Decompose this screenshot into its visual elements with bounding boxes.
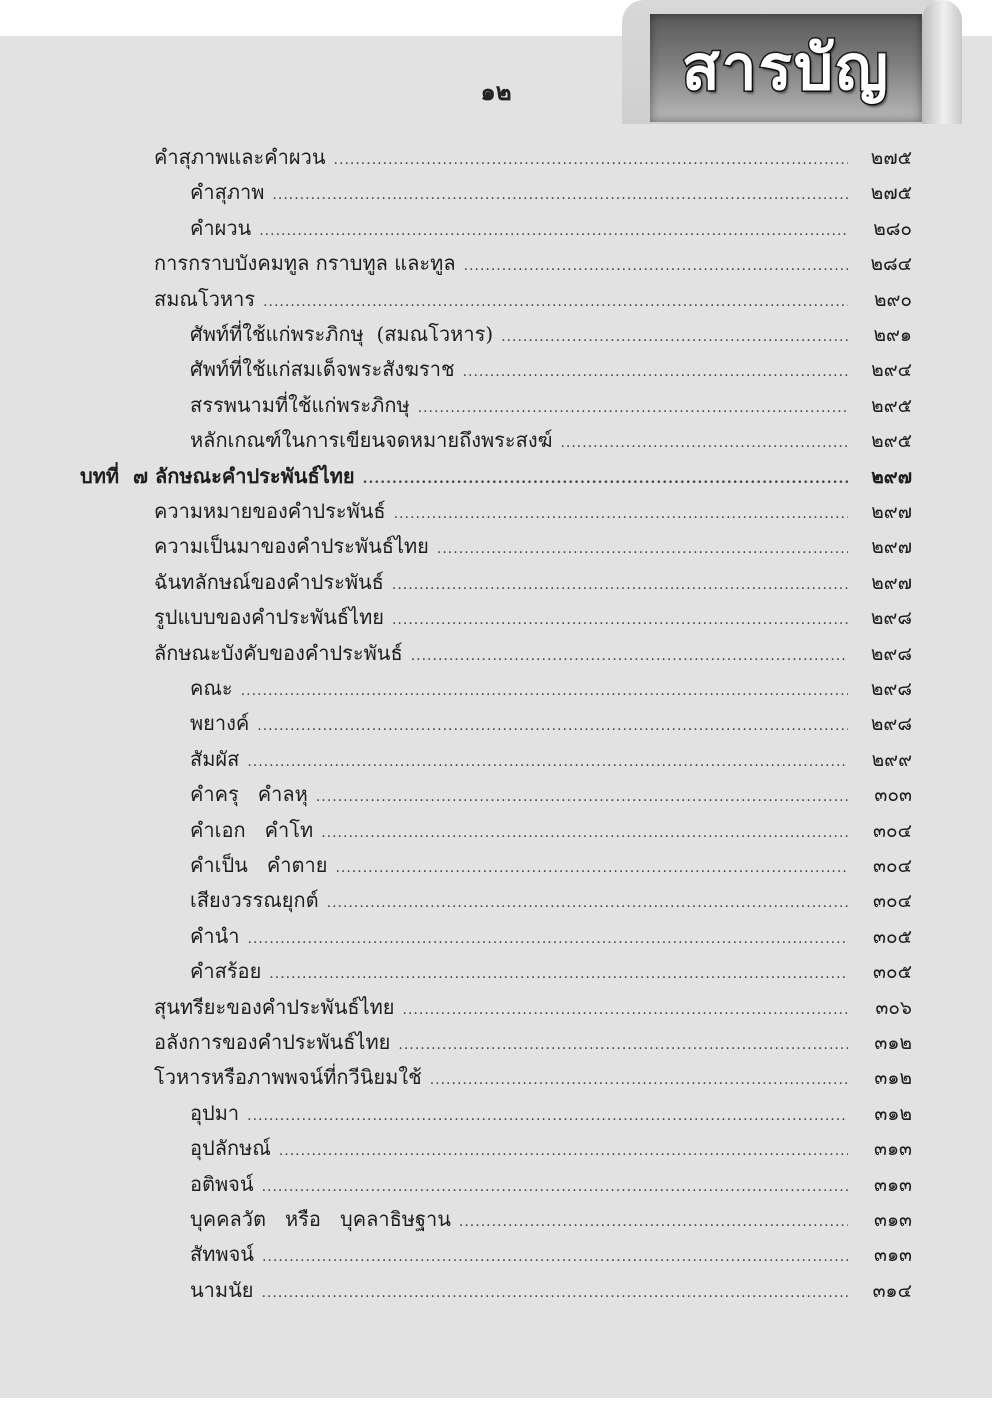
toc-entry-label: ความหมายของคำประพันธ์	[154, 499, 386, 523]
toc-dot-leader	[261, 1276, 848, 1311]
toc-dot-leader	[363, 462, 848, 497]
tab-scroll-curl	[922, 0, 962, 124]
toc-page-number: ๒๙๗	[871, 536, 912, 559]
toc-entry-row[interactable]	[190, 352, 912, 387]
toc-page-number: ๒๙๘	[870, 607, 912, 630]
toc-entry-label: หลักเกณฑ์ในการเขียนจดหมายถึงพระสงฆ์	[190, 428, 553, 453]
toc-dot-leader	[259, 214, 848, 249]
toc-page-number: ๒๙๘	[870, 642, 912, 665]
toc-page-number: ๒๘๔	[870, 253, 912, 276]
toc-dot-leader	[279, 1134, 848, 1169]
toc-entry-row[interactable]	[154, 990, 912, 1025]
toc-entry-label: คำสุภาพ	[190, 180, 265, 205]
toc-entry-row[interactable]	[154, 1025, 912, 1060]
toc-entry-row[interactable]	[190, 919, 912, 954]
toc-entry-label: การกราบบังคมทูล กราบทูล และทูล	[154, 251, 456, 276]
toc-page-number: ๒๗๕	[870, 182, 912, 205]
toc-dot-leader	[257, 709, 848, 744]
toc-dot-leader	[327, 886, 848, 921]
toc-entry-label: อุปมา	[190, 1100, 240, 1125]
toc-entry-row[interactable]	[154, 1060, 912, 1095]
toc-entry-label: คำนำ	[190, 923, 240, 948]
toc-entry-label: ศัพท์ที่ใช้แก่สมเด็จพระสังฆราช	[190, 357, 455, 382]
toc-dot-leader	[418, 391, 848, 426]
toc-entry-label: สัทพจน์	[190, 1242, 254, 1267]
toc-dot-leader	[501, 320, 848, 355]
toc-page-number: ๓๐๔	[873, 890, 912, 913]
toc-entry-label: คำสร้อย	[190, 959, 262, 984]
toc-entry-label: คำผวน	[190, 215, 252, 240]
toc-entry-row[interactable]	[190, 423, 912, 458]
toc-entry-label: คณะ	[190, 676, 233, 700]
toc-dot-leader	[392, 568, 848, 603]
toc-entry-label: รูปแบบของคำประพันธ์ไทย	[154, 605, 384, 630]
toc-entry-row[interactable]	[190, 175, 912, 210]
toc-entry-label: ฉันทลักษณ์ของคำประพันธ์	[154, 569, 384, 594]
toc-dot-leader	[263, 285, 848, 320]
toc-page-number: ๒๗๕	[870, 147, 912, 169]
toc-dot-leader	[247, 1099, 848, 1134]
toc-dot-leader	[262, 1240, 848, 1275]
toc-page-number: ๓๑๒	[874, 1067, 912, 1090]
toc-entry-row[interactable]	[190, 671, 912, 706]
toc-dot-leader	[262, 1170, 848, 1205]
toc-entry-label: อลังการของคำประพันธ์ไทย	[154, 1030, 391, 1054]
toc-entry-row[interactable]	[154, 246, 912, 281]
toc-dot-leader	[463, 355, 848, 390]
toc-page-number: ๒๙๘	[870, 678, 912, 700]
toc-entry-label: โวหารหรือภาพพจน์ที่กวีนิยมใช้	[154, 1065, 422, 1090]
toc-dot-leader	[321, 816, 848, 851]
toc-page-number: ๓๐๕	[873, 961, 912, 984]
toc-entry-label: พยางค์	[190, 711, 250, 736]
toc-page-number: ๓๑๒	[874, 1032, 912, 1054]
toc-page-number: ๓๑๒	[874, 1102, 912, 1125]
toc-dot-leader	[560, 426, 848, 461]
toc-page-number: ๒๙๕	[871, 430, 912, 453]
toc-dot-leader	[437, 532, 848, 567]
toc-entry-label: คำครุ คำลหุ	[190, 782, 308, 807]
toc-entry-label: ความเป็นมาของคำประพันธ์ไทย	[154, 534, 429, 559]
toc-entry-label: คำเอก คำโท	[190, 817, 314, 842]
toc-page-number: ๓๑๓	[873, 1244, 912, 1267]
toc-entry-label: สัมผัส	[190, 746, 240, 771]
toc-entry-label: สรรพนามที่ใช้แก่พระภิกษุ	[190, 392, 410, 417]
toc-entry-label: บุคคลวัต หรือ บุคลาธิษฐาน	[190, 1207, 451, 1231]
toc-entry-row[interactable]	[190, 211, 912, 246]
toc-page-number: ๒๙๗	[871, 571, 912, 594]
toc-dot-leader	[430, 1063, 848, 1098]
toc-entry-row[interactable]	[190, 848, 912, 883]
toc-entry-row[interactable]	[190, 813, 912, 848]
toc-entry-label: บทที่ ๗ ลักษณะคำประพันธ์ไทย	[80, 463, 355, 488]
toc-dot-leader	[269, 957, 848, 992]
toc-entry-row[interactable]	[190, 1273, 912, 1308]
toc-entry-row[interactable]	[190, 1131, 912, 1166]
toc-entry-label: คำสุภาพและคำผวน	[154, 145, 326, 169]
toc-dot-leader	[398, 1028, 848, 1063]
toc-dot-leader	[247, 745, 848, 780]
toc-dot-leader	[334, 143, 848, 178]
toc-dot-leader	[316, 780, 848, 815]
toc-page-number: ๓๐๔	[873, 819, 912, 842]
toc-entry-row[interactable]	[154, 140, 912, 175]
toc-page-number: ๒๙๙	[871, 748, 912, 771]
toc-entry-label: นามนัย	[190, 1277, 254, 1302]
toc-entry-label: อุปลักษณ์	[190, 1136, 271, 1161]
toc-page-number: ๒๙๔	[871, 359, 912, 382]
toc-entry-label: ลักษณะบังคับของคำประพันธ์	[154, 640, 403, 665]
toc-page-number: ๓๐๖	[875, 996, 912, 1019]
toc-entry-row[interactable]	[190, 1202, 912, 1237]
toc-entry-row[interactable]	[190, 742, 912, 777]
toc-entry-label: คำเป็น คำตาย	[190, 853, 328, 877]
toc-dot-leader	[411, 639, 848, 674]
toc-page-number: ๓๑๓	[873, 1173, 912, 1196]
toc-entry-label: สุนทรียะของคำประพันธ์ไทย	[154, 994, 395, 1019]
toc-page-number: ๒๙๐	[873, 288, 912, 311]
toc-page-number: ๒๙๗	[871, 501, 912, 523]
toc-page-number: ๓๑๓	[873, 1138, 912, 1161]
toc-entry-row[interactable]	[154, 636, 912, 671]
toc-entry-row[interactable]	[154, 282, 912, 317]
toc-page-number: ๒๙๘	[870, 713, 912, 736]
toc-dot-leader	[272, 178, 848, 213]
toc-dot-leader	[459, 1205, 848, 1240]
toc-dot-leader	[394, 497, 848, 532]
title-plate	[650, 14, 922, 122]
toc-dot-leader	[241, 674, 848, 709]
toc-chapter-row[interactable]	[80, 459, 912, 494]
toc-entry-row[interactable]	[190, 1237, 912, 1272]
page-number: ๑๒	[480, 77, 512, 106]
toc-entry-row[interactable]	[190, 1167, 912, 1202]
toc-page-number: ๓๐๔	[873, 855, 912, 877]
toc-entry-label: อติพจน์	[190, 1171, 254, 1196]
toc-page-number: ๒๘๐	[873, 217, 912, 240]
toc-entry-row[interactable]	[154, 565, 912, 600]
toc-entry-label: ศัพท์ที่ใช้แก่พระภิกษุ (สมณโวหาร)	[190, 322, 494, 346]
toc-page-number: ๒๙๕	[871, 394, 912, 417]
toc-entry-row[interactable]	[190, 883, 912, 918]
toc-page-number: ๓๐๕	[873, 925, 912, 948]
toc-entry-label: สมณโวหาร	[154, 286, 256, 311]
toc-dot-leader	[464, 249, 848, 284]
toc-entry-row[interactable]	[190, 706, 912, 741]
toc-dot-leader	[335, 851, 848, 886]
toc-page-number: ๓๐๓	[874, 784, 912, 807]
page-title: สารบัญ	[681, 31, 891, 104]
toc-entry-row[interactable]	[154, 529, 912, 564]
toc-entry-row[interactable]	[154, 494, 912, 529]
toc-entry-row[interactable]	[190, 954, 912, 989]
toc-entry-row[interactable]	[154, 600, 912, 635]
toc-entry-row[interactable]	[190, 388, 912, 423]
toc-dot-leader	[392, 603, 848, 638]
toc-page-number: ๓๑๓	[873, 1209, 912, 1231]
toc-entry-row[interactable]	[190, 317, 912, 352]
toc-page-number: ๒๙๗	[871, 465, 912, 488]
toc-page-number: ๓๑๔	[872, 1279, 912, 1302]
toc-entry-label: เสียงวรรณยุกต์	[190, 888, 319, 913]
toc-dot-leader	[403, 993, 848, 1028]
toc-entry-row[interactable]	[190, 1096, 912, 1131]
toc-entry-row[interactable]	[190, 777, 912, 812]
toc-page-number: ๒๙๑	[873, 324, 912, 346]
toc-dot-leader	[248, 922, 848, 957]
